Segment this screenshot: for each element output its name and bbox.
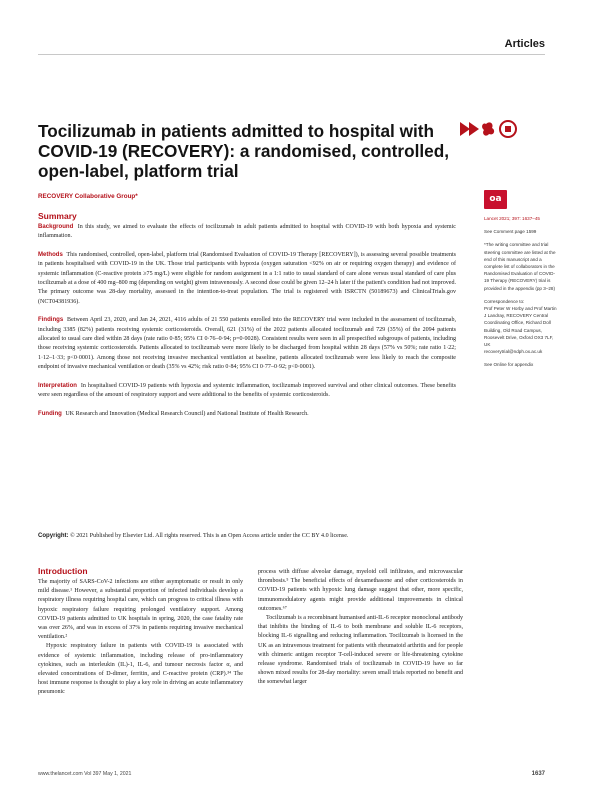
correspondence-label: Correspondence to: [484,298,525,304]
intro-column-2 [258,568,463,688]
copyright-label: Copyright: [38,533,69,539]
correspondence-text: Prof Peter W Horby and Prof Martin J Landray, RECOVERY Central Coordinating Office, Richard Doll Building, Old Road Campus, Roosevelt Drive, Oxford OX3 7LF, UK [484,306,557,348]
lancet-logo-icon [482,122,494,135]
intro-paragraph-2: Hypoxic respiratory failure in patients with COVID-19 is associated with evidence of systemic inflammation, including release of pro-inflammatory cytokines, such as interleukin (IL)-1, IL-6, and tumour necrosis factor α, and elevated concentrations of D-dimer, ferritin, and C-reactive protein (CRP).³⁴ The host immune response is thought to play a key role in driving an acute inflammatory pneumonic [38,643,243,696]
copyright-text: © 2021 Published by Elsevier Ltd. All rights reserved. This is an Open Access article under the CC BY 4.0 license. [70,533,349,539]
section-label: Articles [504,38,545,50]
journal-info[interactable]: www.thelancet.com Vol 397 May 1, 2021 [38,771,132,777]
methods-text: This randomised, controlled, open-label, platform trial (Randomised Evaluation of COVID-19 Therapy [RECOVERY]), is assessing several possible treatments in patients hospitalised with COVID-19 in the UK. Those trial participants with hypoxia (oxygen saturation <92% on air or requiring oxygen therapy) and evidence of systemic inflammation (C-reactive protein ≥75 mg/L) were eligible for random assignment in a 1:1 ratio to usual standard of care alone versus usual standard of care plus tocilizumab at a dose of 400 mg–800 mg (depending on weight) given intravenously. A second dose could be given 12–24 h later if the patient's condition had not improved. The primary outcome was 28-day mortality, assessed in the intention-to-treat population. The trial is registered with ISRCTN (50189673) and ClinicalTrials.gov (NCT04381936). [38,251,456,305]
citation: Lancet 2021; 397: 1637–45 [484,216,540,221]
funding-text: UK Research and Innovation (Medical Research Council) and National Institute of Health Research. [65,410,309,417]
page-number: 1637 [531,771,545,777]
intro-paragraph-3: process with diffuse alveolar damage, myeloid cell infiltrates, and microvascular thrombosis.⁵ The beneficial effects of dexamethasone and other corticosteroids in COVID-19 patients with hypoxic lung damage suggest that other, more specific, immunomodulatory agents might provide additional improvements in clinical outcomes.⁶⁷ [258,569,463,612]
see-comment-link[interactable]: See Comment page 1599 [484,229,537,235]
article-sidebar [484,215,559,375]
background-label: Background [38,224,74,230]
intro-paragraph-1: The majority of SARS-CoV-2 infections are either asymptomatic or result in only mild disease.¹ However, a substantial proportion of infected individuals develop a respiratory illness requiring hospital care, which can progress to critical illness with hypoxic respiratory failure requiring prolonged ventilatory support. Among COVID-19 patients admitted to UK hospitals in spring, 2020, the case fatality rate was over 26%, and was in excess of 37% in patients requiring invasive mechanical ventilation.² [38,579,243,641]
interpretation-text: In hospitalised COVID-19 patients with hypoxia and systemic inflammation, tocilizumab improved survival and other clinical outcomes. These benefits were seen regardless of the amount of respiratory support and were additional to the benefits of systemic corticosteroids. [38,382,456,399]
appendix-link[interactable]: See Online for appendix [484,362,534,368]
header-rule [38,54,545,55]
copyright-paragraph [38,532,456,541]
article-title: Tocilizumab in patients admitted to hospital with COVID-19 (RECOVERY): a randomised, controlled, open-label, platform trial [38,121,449,181]
author-line[interactable]: RECOVERY Collaborative Group* [38,193,138,200]
collaborators-note: *The writing committee and trial steering committee are listed at the end of this manuscript and a complete list of collaborators in the Randomised Evaluation of COVID-19 Therapy (RECOVERY) trial is provided in the appendix (pp 3–28) [484,242,556,291]
methods-paragraph [38,251,456,307]
background-paragraph [38,223,456,242]
page-footer [38,771,545,777]
interpretation-label: Interpretation [38,382,77,389]
summary-body [38,223,456,428]
findings-text: Between April 23, 2020, and Jan 24, 2021, 4116 adults of 21 550 patients enrolled into the RECOVERY trial were included in the assessment of tocilizumab, including 3385 (82%) patients receiving systemic corticosteroids. Overall, 621 (31%) of the 2022 patients allocated tocilizumab and 729 (35%) of the 2094 patients allocated to usual care died within 28 days (rate ratio 0·85; 95% CI 0·76–0·94; p=0·0028). Consistent results were seen in all prespecified subgroups of patients, including those receiving systemic corticosteroids. Patients allocated to tocilizumab were more likely to be discharged from hospital within 28 days (57% vs 50%; rate ratio 1·22; 1·12–1·33; p<0·0001). Among those not receiving invasive mechanical ventilation at baseline, patients allocated tocilizumab were less likely to reach the composite endpoint of invasive mechanical ventilation or death (35% vs 42%; risk ratio 0·84; 95% CI 0·77–0·92; p<0·0001). [38,317,456,371]
crossmark-icon[interactable] [456,118,546,140]
findings-label: Findings [38,317,64,324]
funding-label: Funding [38,410,62,417]
email-link[interactable]: recoverytrial@ndph.ox.ac.uk [484,349,543,355]
interpretation-paragraph [38,382,456,401]
summary-heading: Summary [38,211,77,221]
introduction-heading: Introduction [38,566,88,576]
background-text: In this study, we aimed to evaluate the effects of tocilizumab in adult patients admitted to hospital with COVID-19 with both hypoxia and systemic inflammation. [38,224,456,240]
header-logos [456,118,546,140]
intro-paragraph-4: Tocilizumab is a recombinant humanised anti-IL-6 receptor monoclonal antibody that inhibits the binding of IL-6 to both membrane and soluble IL-6 receptors, blocking IL-6 signalling and reducing inflammation. Tocilizumab is licensed in the UK as an intravenous treatment for patients with rheumatoid arthritis and for people with chimeric antigen receptor T-cell-induced severe or life-threatening cytokine release syndrome. Randomised trials of tocilizumab in COVID-19 have so far shown mixed results for 28-day mortality: seven small trials reported no benefit and the somewhat larger [258,615,463,686]
methods-label: Methods [38,251,63,258]
findings-paragraph [38,316,456,372]
oa-badge-icon: oa [484,190,507,209]
intro-column-1 [38,578,243,698]
funding-paragraph [38,410,456,419]
